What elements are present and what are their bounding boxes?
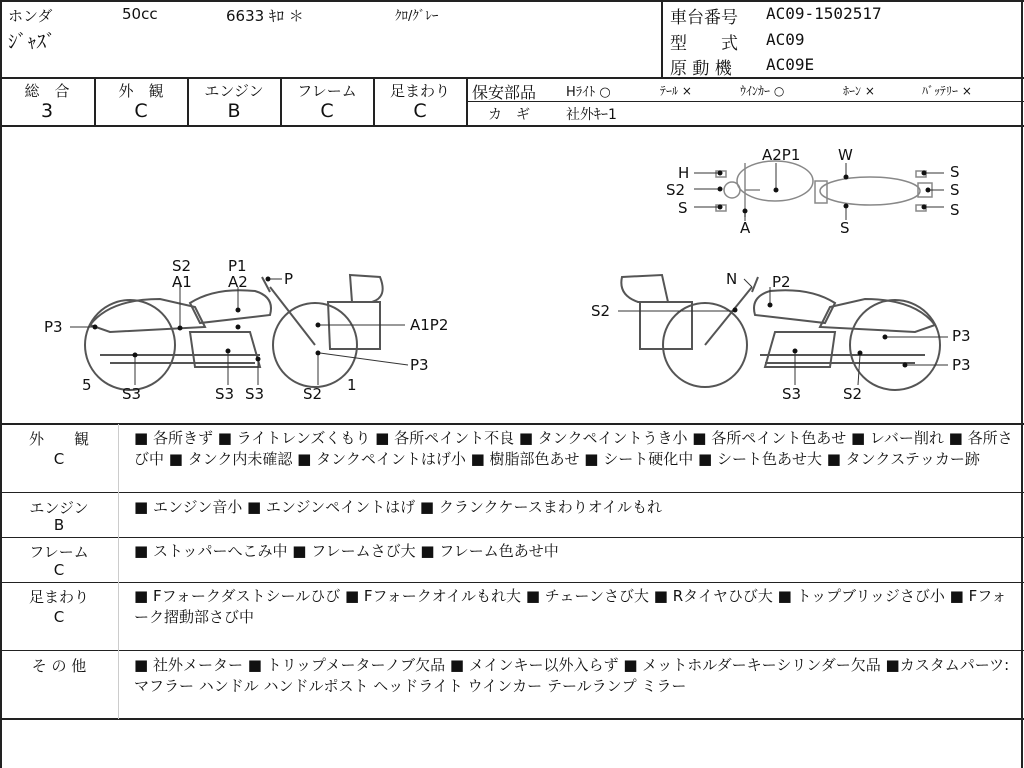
safety-horn: ﾎｰﾝ × [843,84,875,98]
grade-engine-label: エンジン [204,82,264,100]
note-grade-chassis: C [53,608,65,626]
type-value: AC09 [766,30,805,49]
notes-divider-2 [0,537,1024,538]
left-label-s3b: S3 [215,385,235,403]
left-label-a1: A1 [172,273,192,291]
displacement: 50cc [122,5,158,23]
grade-frame-label: フレーム [297,82,357,100]
notes-divider-4 [0,650,1024,651]
left-label-1: 1 [347,376,357,394]
top-label-s-r3: S [950,201,960,219]
grade-total: 3 [40,100,54,122]
left-label-a2: A2 [228,273,248,291]
note-text-chassis: ■ Fフォークダストシールひび ■ Fフォークオイルもれ大 ■ チェーンさび大 ■ Rタイヤひび大 ■ トップブリッジさび小 ■ Fフォーク摺動部さび中 [134,587,1007,626]
left-label-p: P [284,270,294,288]
note-label-other: そ の 他 [31,657,87,675]
engine-model: AC09E [766,55,815,74]
right-label-p2: P2 [772,273,791,291]
damage-diagram [0,127,1024,423]
grade-exterior: C [134,100,148,122]
notes-divider-3 [0,582,1024,583]
left-label-s2b: S2 [303,385,323,403]
header-bottom-line [0,77,1024,79]
top-label-a: A [740,219,751,237]
right-label-s2: S2 [591,302,611,320]
safety-battery: ﾊﾞｯﾃﾘｰ × [922,84,972,98]
notes-bottom-line [0,718,1024,720]
grade-total-label: 総 合 [24,82,70,100]
safety-label: 保安部品 [472,83,537,102]
mileage: 6633 ｷﾛ ＊ [226,7,304,25]
grade-engine: B [227,100,241,122]
top-label-s-r1: S [950,163,960,181]
top-label-h: H [678,164,690,182]
safety-headlight: Hﾗｲﾄ ○ [566,85,611,100]
top-label-s-r2: S [950,181,960,199]
note-text-exterior: ■ 各所きず ■ ライトレンズくもり ■ 各所ペイント不良 ■ タンクペイントうき小 ■ 各所ペイント色あせ ■ レバー削れ ■ 各所さび中 ■ タンク内未確認 ■ タンクペイントはげ小 ■ 樹脂部色あせ ■ シート硬化中 ■ シート色あせ大 ■ タンクステッカー跡 [134,429,1013,468]
notes-divider-1 [0,492,1024,493]
safety-tail: ﾃｰﾙ × [660,84,692,98]
top-label-s-left: S [678,199,688,217]
top-view-bike [666,146,960,237]
right-label-s2b: S2 [843,385,863,403]
type-label: 型 式 [670,34,738,54]
color: ｸﾛ/ｸﾞﾚｰ [395,9,439,24]
right-label-p3a: P3 [952,327,971,345]
frame-no: AC09-1502517 [766,4,882,23]
grade-chassis: C [413,100,427,122]
left-label-s2: S2 [172,257,192,275]
notes-label-column [118,424,119,719]
left-label-s3a: S3 [122,385,142,403]
right-label-n: N [726,270,738,288]
left-label-s3c: S3 [245,385,265,403]
maker-name: ホンダ [8,7,53,25]
note-label-frame: フレーム [29,543,89,561]
left-label-p3: P3 [44,318,63,336]
note-text-frame: ■ ストッパーへこみ中 ■ フレームさび大 ■ フレーム色あせ中 [134,542,559,560]
note-grade-frame: C [53,561,65,579]
top-label-a2p1: A2P1 [762,146,801,164]
note-label-exterior: 外 観 [28,430,89,448]
key-value: 社外ｷｰ1 [566,107,617,123]
note-grade-engine: B [53,516,65,534]
grade-exterior-label: 外 観 [118,82,164,100]
key-label: カ ギ [488,107,530,123]
right-side-bike [591,270,971,403]
engine-label: 原 動 機 [670,59,732,79]
left-label-p1: P1 [228,257,247,275]
grade-frame: C [320,100,334,122]
note-text-engine: ■ エンジン音小 ■ エンジンペイントはげ ■ クランクケースまわりオイルもれ [134,498,663,516]
left-label-a1p2: A1P2 [410,316,449,334]
right-label-p3b: P3 [952,356,971,374]
frame-no-label: 車台番号 [670,8,738,28]
grade-chassis-label: 足まわり [389,82,450,100]
left-label-5: 5 [82,376,92,394]
note-label-chassis: 足まわり [28,588,89,606]
safety-winker: ｳｲﾝｶｰ ○ [740,84,785,98]
top-label-w: W [838,146,853,164]
note-text-other: ■ 社外メーター ■ トリップメーターノブ欠品 ■ メインキー以外入らず ■ メットホルダーキーシリンダー欠品 ■カスタムパーツ:マフラー ハンドル ハンドルポスト ヘッドライト ウインカー テールランプ ミラー [134,656,1010,695]
border-top [0,0,1024,2]
note-label-engine: エンジン [29,499,89,517]
top-label-s-bottom: S [840,219,850,237]
right-label-s3: S3 [782,385,802,403]
left-side-bike [44,257,448,403]
safety-row-line [466,101,1024,102]
top-label-s2: S2 [666,181,686,199]
diagram-bottom-line [0,423,1024,425]
note-grade-exterior: C [53,450,65,468]
left-label-p3b: P3 [410,356,429,374]
grade-col-5 [466,77,468,127]
header-divider-vertical [661,0,663,78]
model-name: ｼﾞｬｽﾞ [8,31,56,53]
